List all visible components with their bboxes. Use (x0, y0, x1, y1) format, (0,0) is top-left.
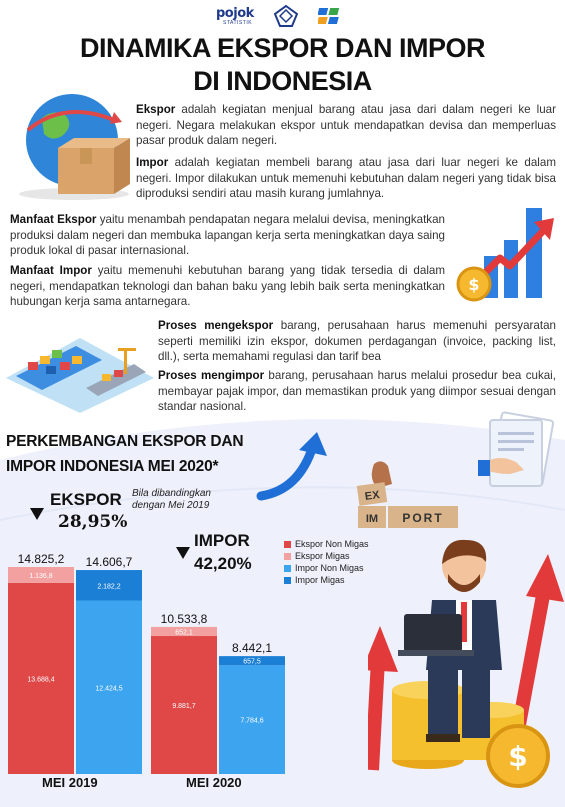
manfaat-ekspor-paragraph (10, 212, 445, 259)
manfaat-impor-def: yaitu memenuhi kebutuhan barang yang tidak tersedia di dalam negeri, mendapatkan teknologi dan bahan baku yang lebih baik serta meningkatkan hubungan kerja sama antarnegara. (10, 264, 445, 309)
impor-summary-label: IMPOR (194, 531, 250, 550)
total-value-label: 10.533,8 (160, 611, 208, 626)
category-label-mei-2019: MEI 2019 (42, 775, 98, 790)
proses-impor-paragraph (158, 368, 556, 415)
document-hand-illustration (476, 410, 556, 496)
proses-ekspor-paragraph (158, 318, 556, 365)
manfaat-impor-term: Manfaat Impor (10, 264, 92, 277)
growth-chart-illustration (448, 200, 558, 302)
total-value-label: 14.606,7 (85, 555, 133, 570)
section-title-line2: IMPOR INDONESIA MEI 2020* (6, 458, 219, 475)
ex-block-label: EX (364, 489, 381, 503)
svg-text:$: $ (468, 275, 480, 294)
total-value-label: 8.442,1 (231, 641, 273, 656)
segment-value-label: 2.182,2 (97, 583, 121, 591)
port-illustration (6, 318, 154, 413)
segment-value-label: 13.688,4 (27, 676, 55, 684)
logo-bar (0, 2, 565, 28)
stacked-bar-chart (0, 540, 300, 775)
bps-logo (318, 5, 344, 27)
page-title-line2: DI INDONESIA (193, 66, 372, 96)
proses-impor-term: Proses mengimpor (158, 369, 265, 382)
impor-def: adalah kegiatan membeli barang atau jasa dari luar negeri ke dalam negeri. Impor dilakukan untuk memenuhi kebutuhan dalam negeri yang tidak bisa diproduksi sendiri atau masih kurang jumlahnya. (136, 156, 556, 201)
comparison-note (132, 488, 211, 512)
segment-value-label: 7.784,6 (240, 717, 264, 725)
pojok-statistik-logo: pojok (216, 6, 254, 21)
ekspor-summary-percent: 28,95% (58, 512, 128, 532)
proses-ekspor-def: barang, perusahaan harus memenuhi persyaratan seperti memiliki izin ekspor, dokumen perdagangan (invoice, packing list, dll.), serta memahami regulasi dan tarif bea (158, 319, 556, 364)
legend-label: Ekspor Migas (295, 551, 350, 561)
manfaat-impor-paragraph (10, 263, 445, 310)
comparison-note-line1: Bila dibandingkan (132, 488, 211, 499)
total-value-label: 14.825,2 (17, 552, 65, 566)
curved-arrow-icon (255, 430, 335, 502)
ekspor-term: Ekspor (136, 103, 176, 116)
ekspor-down-arrow-icon (30, 508, 44, 520)
globe-box-illustration (14, 90, 139, 202)
segment-value-label: 9.881,7 (172, 703, 196, 711)
segment-value-label: 652,1 (175, 629, 193, 637)
section-title-line1: PERKEMBANGAN EKSPOR DAN (6, 433, 244, 450)
port-block-label: PORT (402, 511, 444, 525)
proses-impor-def: barang, perusahaan harus melalui prosedur bea cukai, membayar pajak impor, dan memastikan produk yang diimpor sesuai dengan standar nasional. (158, 369, 556, 414)
category-label-mei-2020: MEI 2020 (186, 775, 242, 790)
ekspor-definition (136, 102, 556, 149)
svg-text:$: $ (508, 740, 528, 773)
im-block-label: IM (365, 513, 379, 525)
impor-definition (136, 155, 556, 202)
proses-ekspor-term: Proses mengekspor (158, 319, 274, 332)
segment-value-label: 1.136,8 (29, 572, 53, 580)
impor-summary-percent: 42,20% (194, 554, 252, 573)
segment-value-label: 12.424,5 (95, 685, 123, 693)
segment-value-label: 657,5 (243, 658, 261, 666)
page-title-line1: DINAMIKA EKSPOR DAN IMPOR (79, 33, 485, 63)
manfaat-ekspor-def: yaitu menambah pendapatan negara melalui devisa, meningkatkan produksi dalam negeri dan membuka lapangan kerja serta meningkatkan daya saing produk lokal di pasar internasional. (10, 213, 445, 258)
legend-label: Impor Non Migas (295, 563, 364, 573)
export-import-blocks-illustration (348, 458, 460, 532)
legend-label: Impor Migas (295, 575, 345, 585)
businessman-laptop-illustration (368, 530, 564, 798)
legend-label: Ekspor Non Migas (295, 539, 369, 549)
ekspor-summary-label: EKSPOR (50, 490, 122, 509)
manfaat-ekspor-term: Manfaat Ekspor (10, 213, 97, 226)
comparison-note-line2: dengan Mei 2019 (132, 500, 210, 511)
university-logo (273, 4, 299, 28)
pojok-statistik-logo-sub: STATISTIK (223, 20, 253, 26)
impor-term: Impor (136, 156, 169, 169)
ekspor-def: adalah kegiatan menjual barang atau jasa dari dalam negeri ke luar negeri. Negara melakukan ekspor untuk mendapatkan devisa dan memperluas pasar produk dalam negeri. (136, 103, 556, 148)
